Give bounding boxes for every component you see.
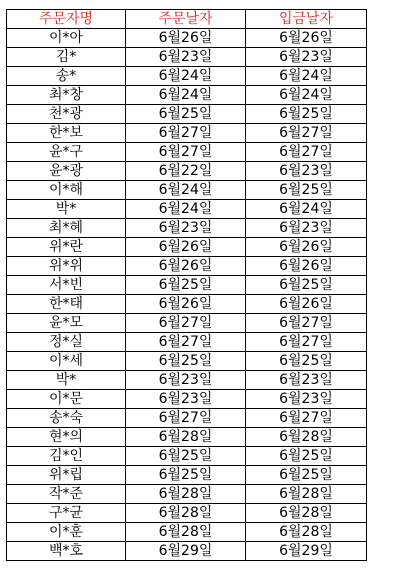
cell-payment-date[interactable]: 6월26일 — [246, 238, 367, 257]
cell-orderer-name[interactable]: 이*문 — [7, 390, 126, 409]
table-row — [7, 276, 367, 295]
cell-order-date[interactable]: 6월28일 — [126, 485, 246, 504]
cell-payment-date[interactable]: 6월27일 — [246, 143, 367, 162]
cell-orderer-name[interactable]: 작*준 — [7, 485, 126, 504]
cell-payment-date[interactable]: 6월24일 — [246, 67, 367, 86]
table-row — [7, 523, 367, 542]
cell-order-date[interactable]: 6월28일 — [126, 504, 246, 523]
cell-payment-date[interactable]: 6월23일 — [246, 48, 367, 67]
cell-orderer-name[interactable]: 김* — [7, 48, 126, 67]
cell-payment-date[interactable]: 6월26일 — [246, 29, 367, 48]
order-payment-table — [6, 9, 367, 561]
table-row — [7, 181, 367, 200]
cell-orderer-name[interactable]: 송* — [7, 67, 126, 86]
cell-order-date[interactable]: 6월28일 — [126, 523, 246, 542]
table-row — [7, 542, 367, 561]
cell-orderer-name[interactable]: 송*숙 — [7, 409, 126, 428]
table-row — [7, 67, 367, 86]
cell-orderer-name[interactable]: 한*태 — [7, 295, 126, 314]
header-order-date[interactable]: 주문날자 — [126, 10, 246, 29]
cell-order-date[interactable]: 6월25일 — [126, 105, 246, 124]
table-row — [7, 200, 367, 219]
cell-order-date[interactable]: 6월25일 — [126, 447, 246, 466]
cell-payment-date[interactable]: 6월23일 — [246, 162, 367, 181]
table-row — [7, 409, 367, 428]
cell-orderer-name[interactable]: 윤*모 — [7, 314, 126, 333]
cell-order-date[interactable]: 6월22일 — [126, 162, 246, 181]
table-row — [7, 485, 367, 504]
cell-payment-date[interactable]: 6월27일 — [246, 124, 367, 143]
cell-order-date[interactable]: 6월23일 — [126, 371, 246, 390]
table-body — [7, 29, 367, 561]
cell-orderer-name[interactable]: 윤*구 — [7, 143, 126, 162]
cell-orderer-name[interactable]: 김*인 — [7, 447, 126, 466]
table-row — [7, 219, 367, 238]
table-row — [7, 124, 367, 143]
cell-orderer-name[interactable]: 위*립 — [7, 466, 126, 485]
table-row — [7, 86, 367, 105]
table-row — [7, 504, 367, 523]
table-row — [7, 371, 367, 390]
table-row — [7, 333, 367, 352]
cell-order-date[interactable]: 6월26일 — [126, 238, 246, 257]
cell-order-date[interactable]: 6월24일 — [126, 181, 246, 200]
cell-orderer-name[interactable]: 윤*광 — [7, 162, 126, 181]
cell-payment-date[interactable]: 6월25일 — [246, 105, 367, 124]
cell-order-date[interactable]: 6월24일 — [126, 67, 246, 86]
header-orderer-name[interactable]: 주문자명 — [7, 10, 126, 29]
spreadsheet-area — [6, 9, 367, 561]
cell-payment-date[interactable]: 6월25일 — [246, 181, 367, 200]
cell-orderer-name[interactable]: 이*해 — [7, 181, 126, 200]
cell-order-date[interactable]: 6월23일 — [126, 390, 246, 409]
table-row — [7, 48, 367, 67]
cell-order-date[interactable]: 6월23일 — [126, 48, 246, 67]
table-row — [7, 162, 367, 181]
cell-order-date[interactable]: 6월27일 — [126, 314, 246, 333]
cell-order-date[interactable]: 6월28일 — [126, 428, 246, 447]
cell-orderer-name[interactable]: 정*실 — [7, 333, 126, 352]
cell-order-date[interactable]: 6월24일 — [126, 86, 246, 105]
cell-payment-date[interactable]: 6월23일 — [246, 219, 367, 238]
cell-payment-date[interactable]: 6월24일 — [246, 200, 367, 219]
cell-order-date[interactable]: 6월27일 — [126, 124, 246, 143]
cell-order-date[interactable]: 6월27일 — [126, 143, 246, 162]
cell-payment-date[interactable]: 6월23일 — [246, 390, 367, 409]
cell-orderer-name[interactable]: 구*균 — [7, 504, 126, 523]
cell-payment-date[interactable]: 6월28일 — [246, 523, 367, 542]
table-row — [7, 447, 367, 466]
cell-order-date[interactable]: 6월29일 — [126, 542, 246, 561]
table-row — [7, 143, 367, 162]
header-row — [7, 10, 367, 29]
cell-payment-date[interactable]: 6월27일 — [246, 314, 367, 333]
table-row — [7, 352, 367, 371]
cell-payment-date[interactable]: 6월27일 — [246, 409, 367, 428]
header-payment-date[interactable]: 입금날자 — [246, 10, 367, 29]
cell-order-date[interactable]: 6월26일 — [126, 295, 246, 314]
cell-payment-date[interactable]: 6월26일 — [246, 257, 367, 276]
cell-orderer-name[interactable]: 이*세 — [7, 352, 126, 371]
cell-order-date[interactable]: 6월25일 — [126, 466, 246, 485]
cell-orderer-name[interactable]: 이*훈 — [7, 523, 126, 542]
cell-order-date[interactable]: 6월24일 — [126, 200, 246, 219]
table-row — [7, 105, 367, 124]
cell-orderer-name[interactable]: 현*의 — [7, 428, 126, 447]
table-row — [7, 390, 367, 409]
cell-orderer-name[interactable]: 천*광 — [7, 105, 126, 124]
cell-order-date[interactable]: 6월26일 — [126, 257, 246, 276]
cell-payment-date[interactable]: 6월28일 — [246, 504, 367, 523]
cell-payment-date[interactable]: 6월26일 — [246, 295, 367, 314]
cell-orderer-name[interactable]: 박* — [7, 200, 126, 219]
cell-payment-date[interactable]: 6월27일 — [246, 333, 367, 352]
table-row — [7, 257, 367, 276]
cell-orderer-name[interactable]: 이*아 — [7, 29, 126, 48]
cell-order-date[interactable]: 6월25일 — [126, 352, 246, 371]
cell-orderer-name[interactable]: 위*위 — [7, 257, 126, 276]
cell-payment-date[interactable]: 6월25일 — [246, 352, 367, 371]
table-row — [7, 428, 367, 447]
table-row — [7, 295, 367, 314]
cell-orderer-name[interactable]: 위*란 — [7, 238, 126, 257]
cell-order-date[interactable]: 6월27일 — [126, 333, 246, 352]
cell-orderer-name[interactable]: 한*보 — [7, 124, 126, 143]
cell-orderer-name[interactable]: 박* — [7, 371, 126, 390]
cell-order-date[interactable]: 6월26일 — [126, 29, 246, 48]
cell-payment-date[interactable]: 6월28일 — [246, 485, 367, 504]
cell-payment-date[interactable]: 6월24일 — [246, 86, 367, 105]
table-row — [7, 314, 367, 333]
table-row — [7, 466, 367, 485]
cell-payment-date[interactable]: 6월23일 — [246, 371, 367, 390]
cell-orderer-name[interactable]: 서*빈 — [7, 276, 126, 295]
table-row — [7, 238, 367, 257]
cell-orderer-name[interactable]: 최*창 — [7, 86, 126, 105]
table-row — [7, 29, 367, 48]
cell-payment-date[interactable]: 6월25일 — [246, 447, 367, 466]
cell-orderer-name[interactable]: 최*혜 — [7, 219, 126, 238]
table-header — [7, 10, 367, 29]
cell-order-date[interactable]: 6월27일 — [126, 409, 246, 428]
cell-payment-date[interactable]: 6월29일 — [246, 542, 367, 561]
cell-payment-date[interactable]: 6월28일 — [246, 428, 367, 447]
cell-orderer-name[interactable]: 백*호 — [7, 542, 126, 561]
cell-payment-date[interactable]: 6월25일 — [246, 276, 367, 295]
cell-order-date[interactable]: 6월23일 — [126, 219, 246, 238]
cell-order-date[interactable]: 6월25일 — [126, 276, 246, 295]
cell-payment-date[interactable]: 6월25일 — [246, 466, 367, 485]
